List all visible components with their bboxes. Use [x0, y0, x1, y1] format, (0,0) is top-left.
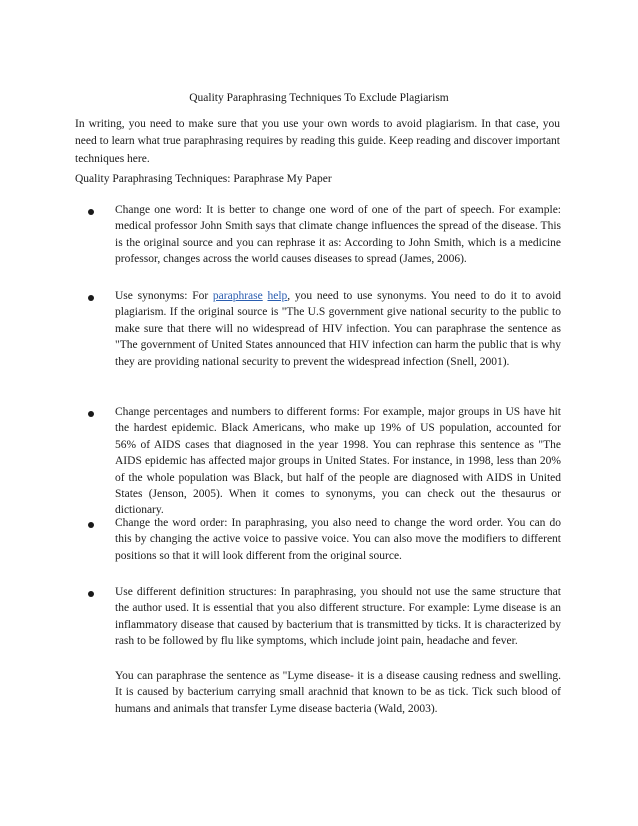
section-subheading: Quality Paraphrasing Techniques: Paraphrase My Paper — [75, 173, 332, 185]
bullet-icon — [88, 209, 94, 215]
help-link[interactable]: help — [267, 290, 288, 302]
list-item-text: Use synonyms: For — [115, 290, 213, 302]
paraphrase-link[interactable]: paraphrase — [212, 290, 263, 302]
bullet-icon — [88, 411, 94, 417]
list-item: Change one word: It is better to change one word of one of the part of speech. For example: medical professor John Smith says that climate change influences the spread of the disease. This is the original source and you can rephrase it as: According to John Smith, which is a medicine professor, changes across the world causes diseases to spread (James, 2006). — [115, 204, 561, 266]
document-title: Quality Paraphrasing Techniques To Exclude Plagiarism — [189, 92, 449, 104]
list-item: Change the word order: In paraphrasing, you also need to change the word order. You can do this by changing the active voice to passive voice. You can also move the modifiers to different positions so that it will look different from the original source. — [115, 517, 561, 562]
bullet-icon — [88, 522, 94, 528]
bullet-icon — [88, 591, 94, 597]
intro-paragraph: In writing, you need to make sure that you use your own words to avoid plagiarism. In that case, you need to learn what true paraphrasing requires by reading this guide. Keep reading and discover important techniques here. — [75, 118, 560, 165]
list-item: Change percentages and numbers to different forms: For example, major groups in US have hit the hardest epidemic. Black Americans, who make up 19% of US population, accounted for 56% of AIDS cases that diagnosed in the year 1998. You can rephrase this sentence as "The AIDS epidemic has affected major groups in United States. For instance, in 1998, less than 20% of the whole population was Black, but half of the people are diagnosed with AIDS in United States (Jenson, 2005). When it comes to synonyms, you can check out the thesaurus or dictionary. — [115, 406, 561, 517]
list-item-followup: You can paraphrase the sentence as "Lyme disease- it is a disease causing redness and swelling. It is caused by bacterium carrying small arachnid that known to be as tick. Tick such blood of humans and animals that transfer Lyme disease bacteria (Wald, 2003). — [115, 670, 561, 715]
list-item — [115, 288, 561, 370]
bullet-icon — [88, 295, 94, 301]
list-item: Use different definition structures: In paraphrasing, you should not use the same structure that the author used. It is essential that you also different structure. For example: Lyme disease is an inflammatory disease that caused by bacterium that is transmitted by ticks. It is characterized by rash to be followed by flu like symptoms, which include joint pain, headache and fever. — [115, 586, 561, 648]
list-item-text: , you need to use synonyms. You need to do it to avoid plagiarism. If the original source is "The U.S government give national security to the public to make sure that there will no widespread of HIV infection. You can paraphrase the sentence as "The government of United States announced that HIV infection can harm the public that is why they are providing national security to prevent the widespread infection (Snell, 2001). — [115, 290, 562, 368]
